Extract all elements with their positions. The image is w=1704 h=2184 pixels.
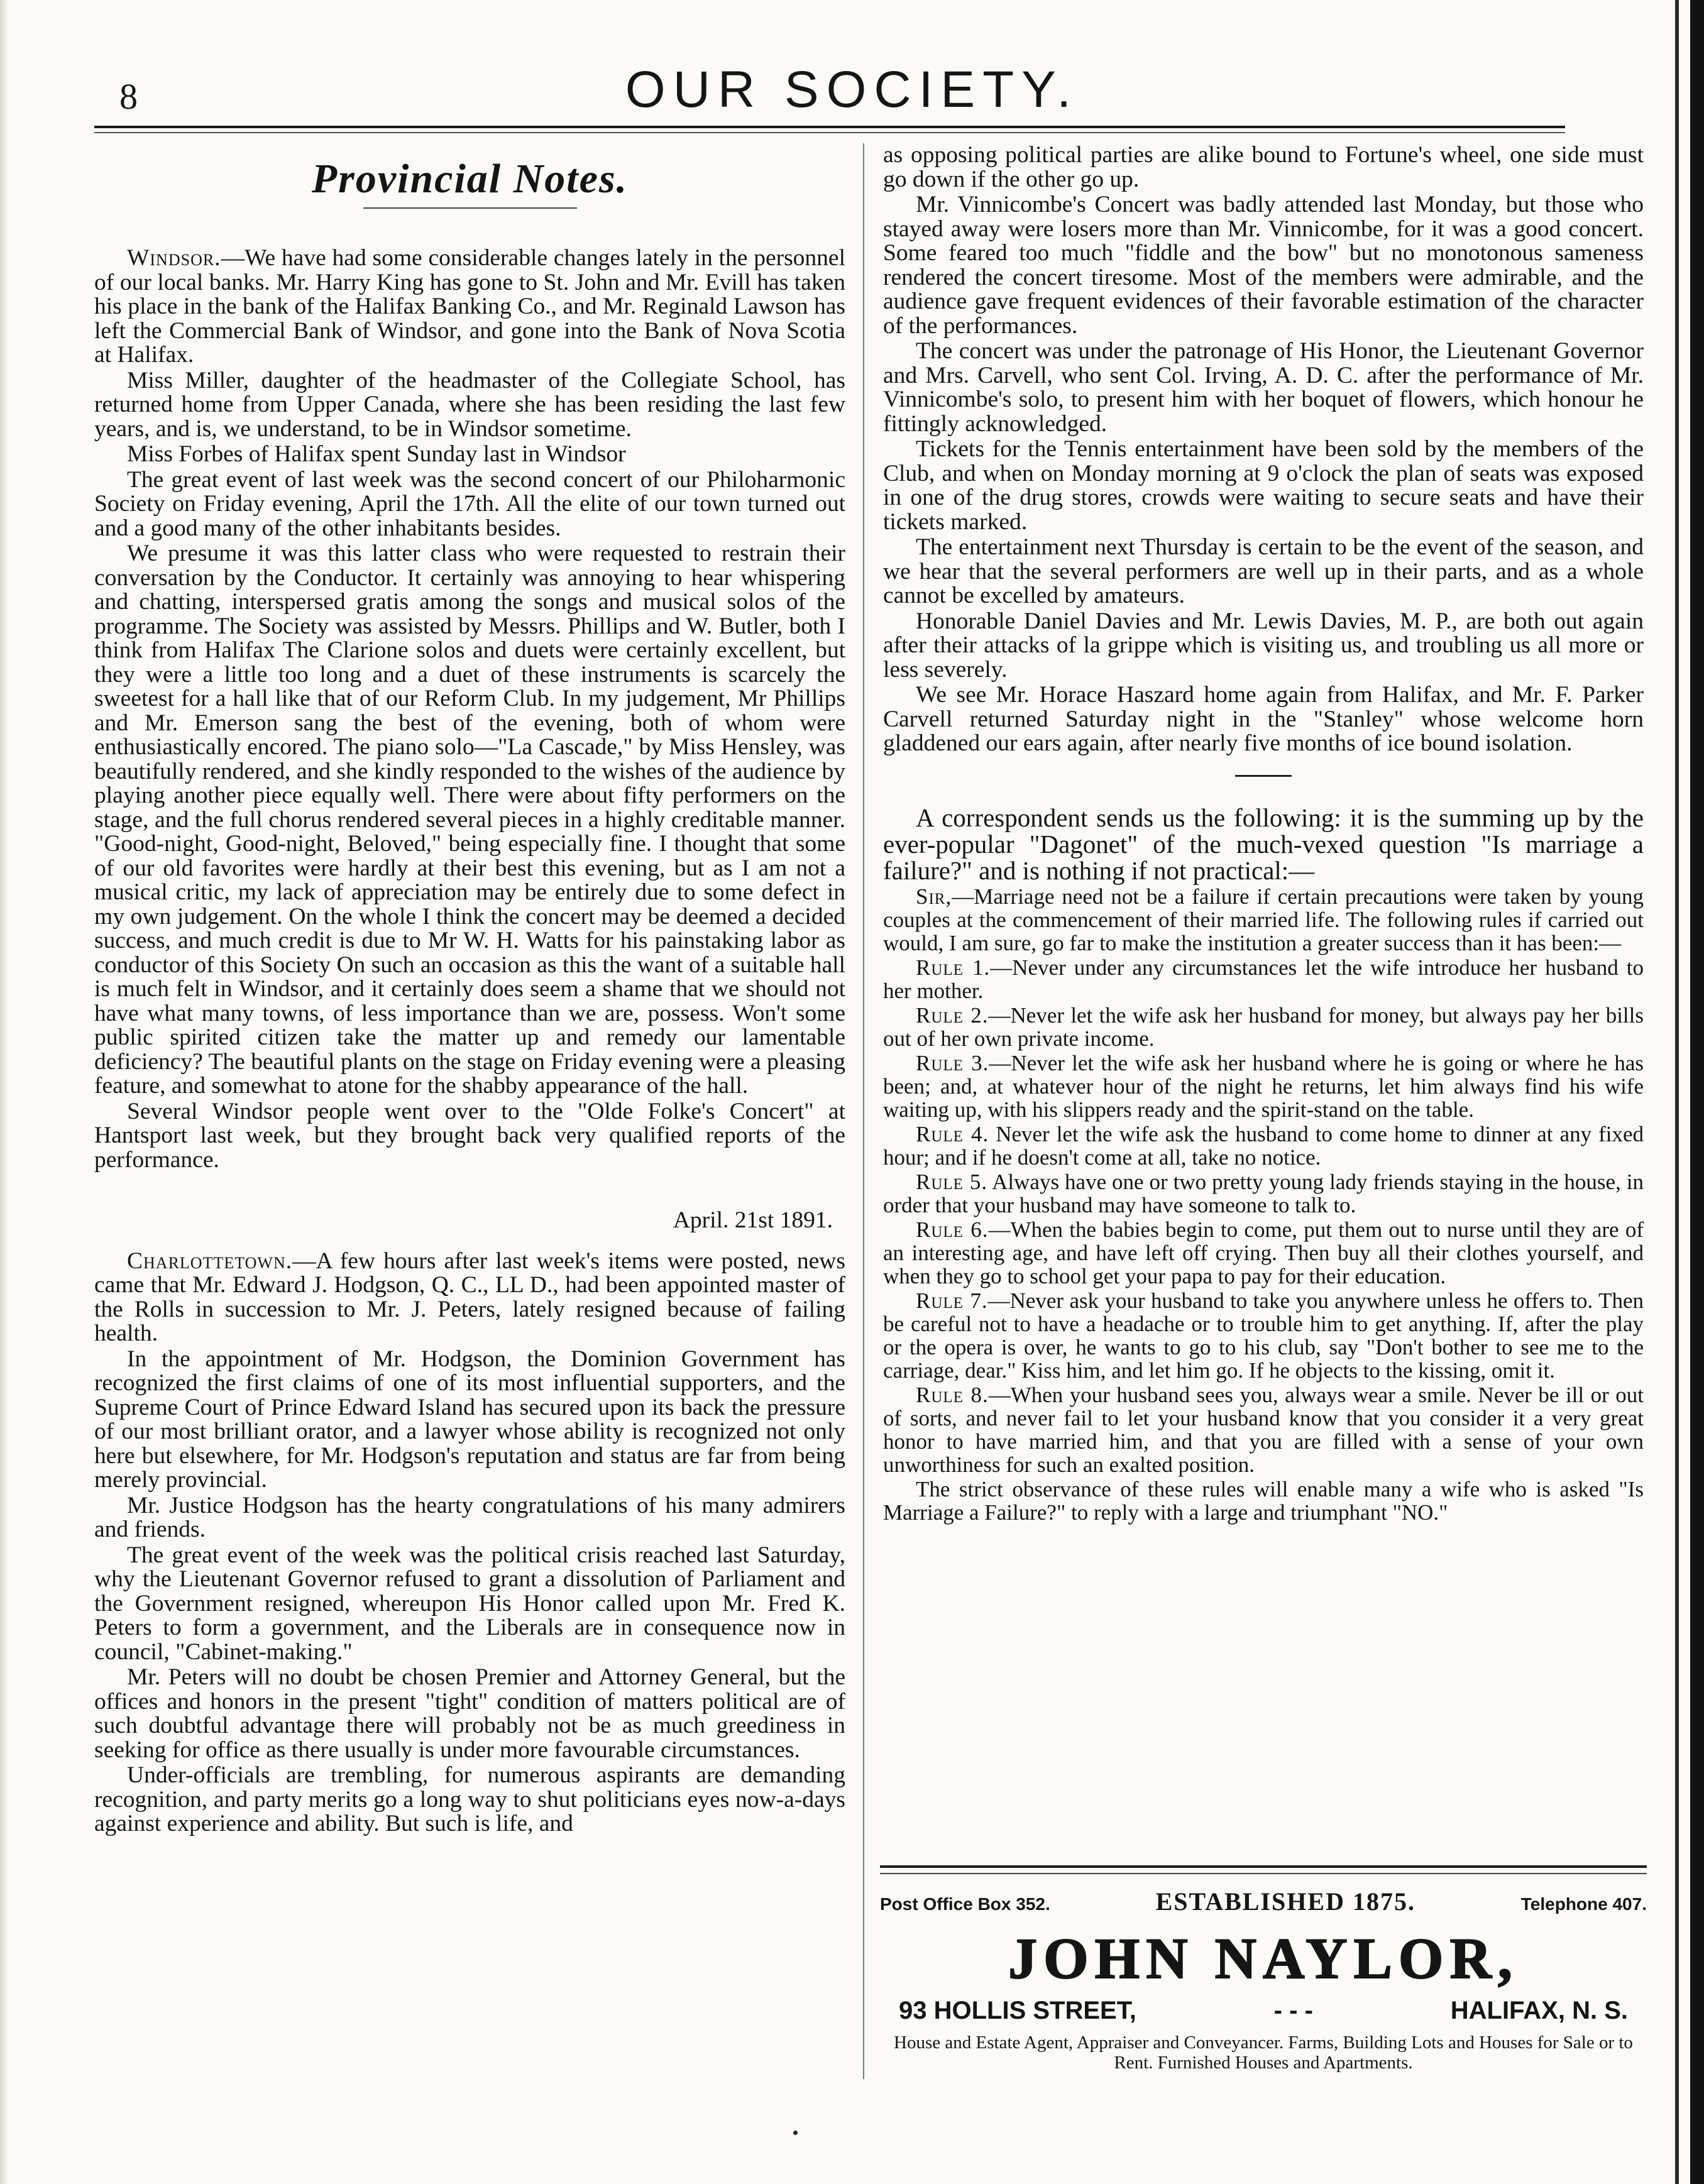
- rule-item: [883, 1051, 1644, 1121]
- paragraph: Under-officials are trembling, for numerous aspirants are demanding recognition, and party merits go a long way to shut politicians eyes now-a-days against experience and ability. But such is life, and: [94, 1762, 845, 1836]
- section-divider: [1235, 775, 1292, 777]
- ad-city: HALIFAX, N. S.: [1450, 1997, 1628, 2024]
- paragraph: Mr. Peters will no doubt be chosen Premier and Attorney General, but the offices and honors in the present "tight" condition of matters political are of such doubtful advantage there will probably not be as much greediness in seeking for office as there usually is under more favourable circumstances.: [94, 1664, 845, 1763]
- letter: [883, 885, 1644, 1524]
- rule-item: [883, 956, 1644, 1002]
- place-heading: Windsor.: [127, 245, 221, 271]
- paragraph: Several Windsor people went over to the "Olde Folke's Concert" at Hantsport last week, but they brought back very qualified reports of the performance.: [94, 1098, 845, 1173]
- paragraph: Honorable Daniel Davies and Mr. Lewis Davies, M. P., are both out again after their attacks of la grippe which is visiting us, and troubling us all more or less severely.: [883, 608, 1644, 683]
- rule-text: Always have one or two pretty young lady friends staying in the house, in order that your husband may have someone to talk to.: [883, 1169, 1644, 1217]
- dateline: April. 21st 1891.: [673, 1207, 833, 1233]
- paragraph: Mr. Vinnicombe's Concert was badly attended last Monday, but those who stayed away were losers more than Mr. Vinnicombe, for it was a good concert. Some feared too much "fiddle and the bow" but no monotonous sameness rendered the concert tiresome. Most of the members were admirable, and the audience gave frequent evidences of their favorable estimation of the character of the performances.: [883, 192, 1644, 339]
- ad-established: ESTABLISHED 1875.: [1155, 1887, 1415, 1916]
- masthead: OUR SOCIETY.: [625, 61, 1079, 118]
- ad-address: [880, 1997, 1647, 2025]
- page-edge-shadow: [0, 0, 9, 2184]
- advertisement: [880, 1865, 1647, 2073]
- ad-telephone: Telephone 407.: [1520, 1894, 1647, 1914]
- paragraph: [94, 1249, 845, 1346]
- rule-item: [883, 1170, 1644, 1217]
- rule-item: [883, 1289, 1644, 1382]
- rule-text: —Never under any circumstances let the wife introduce her husband to her mother.: [883, 955, 1644, 1003]
- letter-intro: A correspondent sends us the following: it is the summing up by the ever-popular "Dagonet" of the much-vexed question "Is marriage a failure?" and is nothing if not practical:—: [883, 803, 1644, 885]
- rule-item: [883, 1122, 1644, 1169]
- ad-po-box: Post Office Box 352.: [880, 1894, 1050, 1914]
- letter-opening: [883, 885, 1644, 955]
- paragraph-text: —Marriage need not be a failure if certain precautions were taken by young couples at the commencement of their married life. The following rules if carried out would, I am sure, go far to make the institution a greater success than it has been:—: [883, 884, 1644, 955]
- ad-rule: [880, 1865, 1647, 1868]
- rule-text: —Never let the wife ask her husband for money, but always pay her bills out of her own private income.: [883, 1002, 1644, 1051]
- ink-speck: [793, 2131, 798, 2135]
- paragraph: Miss Miller, daughter of the headmaster of the Collegiate School, has returned home from Upper Canada, where she has been residing the last few years, and is, we understand, to be in Windsor sometime.: [94, 367, 845, 442]
- rule-text: Never let the wife ask the husband to come home to dinner at any fixed hour; and if he doesn't come at all, take no notice.: [883, 1121, 1644, 1170]
- paragraph-text: —We have had some considerable changes lately in the personnel of our local banks. Mr. Harry King has gone to St. John and Mr. Evill has taken his place in the bank of the Halifax Banking Co., and Mr. Reginald Lawson has left the Commercial Bank of Windsor, and gone into the Bank of Nova Scotia at Halifax.: [94, 245, 845, 368]
- masthead-rule-thin: [94, 132, 1565, 133]
- salutation: Sir,: [916, 884, 952, 909]
- ad-description: House and Estate Agent, Appraiser and Conveyancer. Farms, Building Lots and Houses for Sale or to Rent. Furnished Houses and Apartments.: [894, 2033, 1633, 2073]
- paragraph: The concert was under the patronage of His Honor, the Lieutenant Governor and Mrs. Carvell, who sent Col. Irving, A. D. C. after the performance of Mr. Vinnicombe's solo, to present him with her boquet of flowers, which honour he fittingly acknowledged.: [883, 338, 1644, 437]
- paragraph: Miss Forbes of Halifax spent Sunday last in Windsor: [127, 441, 626, 467]
- rule-item: [883, 1383, 1644, 1476]
- paragraph-text: —A few hours after last week's items were posted, news came that Mr. Edward J. Hodgson, Q. C., LL D., had been appointed master of the Rolls in succession to Mr. J. Peters, lately resigned because of failing health.: [94, 1248, 845, 1346]
- rule-label: Rule 3.: [916, 1050, 989, 1075]
- place-heading: Charlottetown.: [127, 1248, 293, 1274]
- rule-text: —When your husband sees you, always wear a smile. Never be ill or out of sorts, and never fail to let your husband know that you consider it a very great honor to have married him, and that you are filled with a sense of your own unworthiness for such an exalted position.: [883, 1382, 1644, 1477]
- continued-paragraph: as opposing political parties are alike bound to Fortune's wheel, one side must go down if the other go up.: [883, 142, 1644, 192]
- paragraph: Mr. Justice Hodgson has the hearty congratulations of his many admirers and friends.: [94, 1492, 845, 1542]
- ad-header: [880, 1887, 1647, 1916]
- paragraph: In the appointment of Mr. Hodgson, the Dominion Government has recognized the first claims of one of its most influential supporters, and the Supreme Court of Prince Edward Island has secured upon its back the pressure of our most brilliant orator, and a lawyer whose ability is recognized not only here but elsewhere, for Mr. Hodgson's reputation and status are far from being merely provincial.: [94, 1346, 845, 1493]
- title-rule: [363, 207, 577, 209]
- rule-label: Rule 6.: [916, 1217, 989, 1242]
- right-column: [883, 143, 1644, 1525]
- paragraph: We presume it was this latter class who were requested to restrain their conversation by the Conductor. It certainly was annoying to hear whispering and chatting, interspersed gratis among the songs and musical solos of the programme. The Society was assisted by Messrs. Phillips and W. Butler, both I think from Halifax The Clarione solos and duets were certainly excellent, but they were a little too long and a duet of these instruments is scarcely the sweetest for a hall like that of our Reform Club. In my judgement, Mr Phillips and Mr. Emerson sang the best of the evening, both of whom were enthusiastically encored. The piano solo—"La Cascade," by Miss Hensley, was beautifully rendered, and she kindly responded to the wishes of the audience by playing another piece equally well. There were about fifty performers on the stage, and the full chorus rendered several pieces in a highly creditable manner. "Good-night, Good-night, Beloved," being especially fine. I thought that some of our old favorites were hardly at their best this evening, but as I am not a musical critic, my lack of appreciation may be entirely due to some defect in my own judgement. On the whole I think the concert may be deemed a decided success, and much credit is due to Mr W. H. Watts for his painstaking labor as conductor of this Society On such an occasion as this the want of a suitable hall is much felt in Windsor, and it certainly does seem a shame that we should not have what many towns, of less importance than we are, possess. Won't some public spirited citizen take the matter up and remedy our lamentable deficiency? The beautiful plants on the stage on Friday evening were a pleasing feature, and somewhat to atone for the shabby appearance of the hall.: [94, 541, 845, 1099]
- rule-label: Rule 2.: [916, 1002, 989, 1028]
- paragraph: The great event of last week was the second concert of our Philoharmonic Society on Friday evening, April the 17th. All the elite of our town turned out and a good many of the other inhabitants besides.: [94, 466, 845, 541]
- left-column: [94, 143, 845, 1838]
- column-divider: [863, 143, 864, 2079]
- page-edge-binding: [1690, 0, 1704, 2184]
- rule-label: Rule 8.: [916, 1382, 989, 1407]
- page-edge-line: [1675, 0, 1679, 2184]
- rule-text: —Never ask your husband to take you anywhere unless he offers to. Then be careful not to have a headache or to trouble him to get anything. If, after the play or the opera is over, he wants to go to his club, say "Don't bother to see me to the carriage, dear." Kiss him, and let him go. If he objects to the kissing, omit it.: [883, 1288, 1644, 1383]
- paragraph: The great event of the week was the political crisis reached last Saturday, why the Lieutenant Governor refused to grant a dissolution of Parliament and the Government resigned, whereupon His Honor called upon Mr. Fred K. Peters to form a government, and the Liberals are in consequence now in council, "Cabinet-making.": [94, 1542, 845, 1665]
- rule-item: [883, 1004, 1644, 1050]
- rule-label: Rule 5.: [916, 1169, 988, 1194]
- ad-dashes: - - -: [1273, 1997, 1313, 2024]
- ad-rule-thin: [880, 1873, 1647, 1874]
- letter-closing: The strict observance of these rules will enable many a wife who is asked "Is Marriage a Failure?" to reply with a large and triumphant "NO.": [883, 1476, 1644, 1525]
- section-title: Provincial Notes.: [311, 156, 629, 202]
- rule-label: Rule 1.: [916, 955, 991, 980]
- paragraph: Tickets for the Tennis entertainment have been sold by the members of the Club, and when on Monday morning at 9 o'clock the plan of seats was exposed in one of the drug stores, crowds were waiting to secure seats and have their tickets marked.: [883, 436, 1644, 535]
- rule-label: Rule 4.: [916, 1121, 989, 1146]
- paragraph: [94, 246, 845, 368]
- rule-text: —Never let the wife ask her husband where he is going or where he has been; and, at whatever hour of the night he returns, let him always find his wife waiting up, with his slippers ready and the spirit-stand on the table.: [883, 1050, 1644, 1122]
- rule-label: Rule 7.: [916, 1288, 988, 1313]
- rule-item: [883, 1218, 1644, 1288]
- paragraph: The entertainment next Thursday is certain to be the event of the season, and we hear that the several performers are well up in their parts, and as a whole cannot be excelled by amateurs.: [883, 534, 1644, 608]
- page-number: 8: [119, 76, 138, 117]
- masthead-rule: [94, 126, 1565, 128]
- paragraph: We see Mr. Horace Haszard home again from Halifax, and Mr. F. Parker Carvell returned Saturday night in the "Stanley" whose welcome horn gladdened our ears again, after nearly five months of ice bound isolation.: [883, 682, 1644, 756]
- ad-business-name: JOHN NAYLOR,: [1008, 1926, 1519, 1990]
- rule-text: —When the babies begin to come, put them out to nurse until they are of an interesting age, and have left off crying. Then buy all their clothes yourself, and when they go to school get your papa to pay for their education.: [883, 1217, 1644, 1288]
- ad-street: 93 HOLLIS STREET,: [899, 1997, 1136, 2024]
